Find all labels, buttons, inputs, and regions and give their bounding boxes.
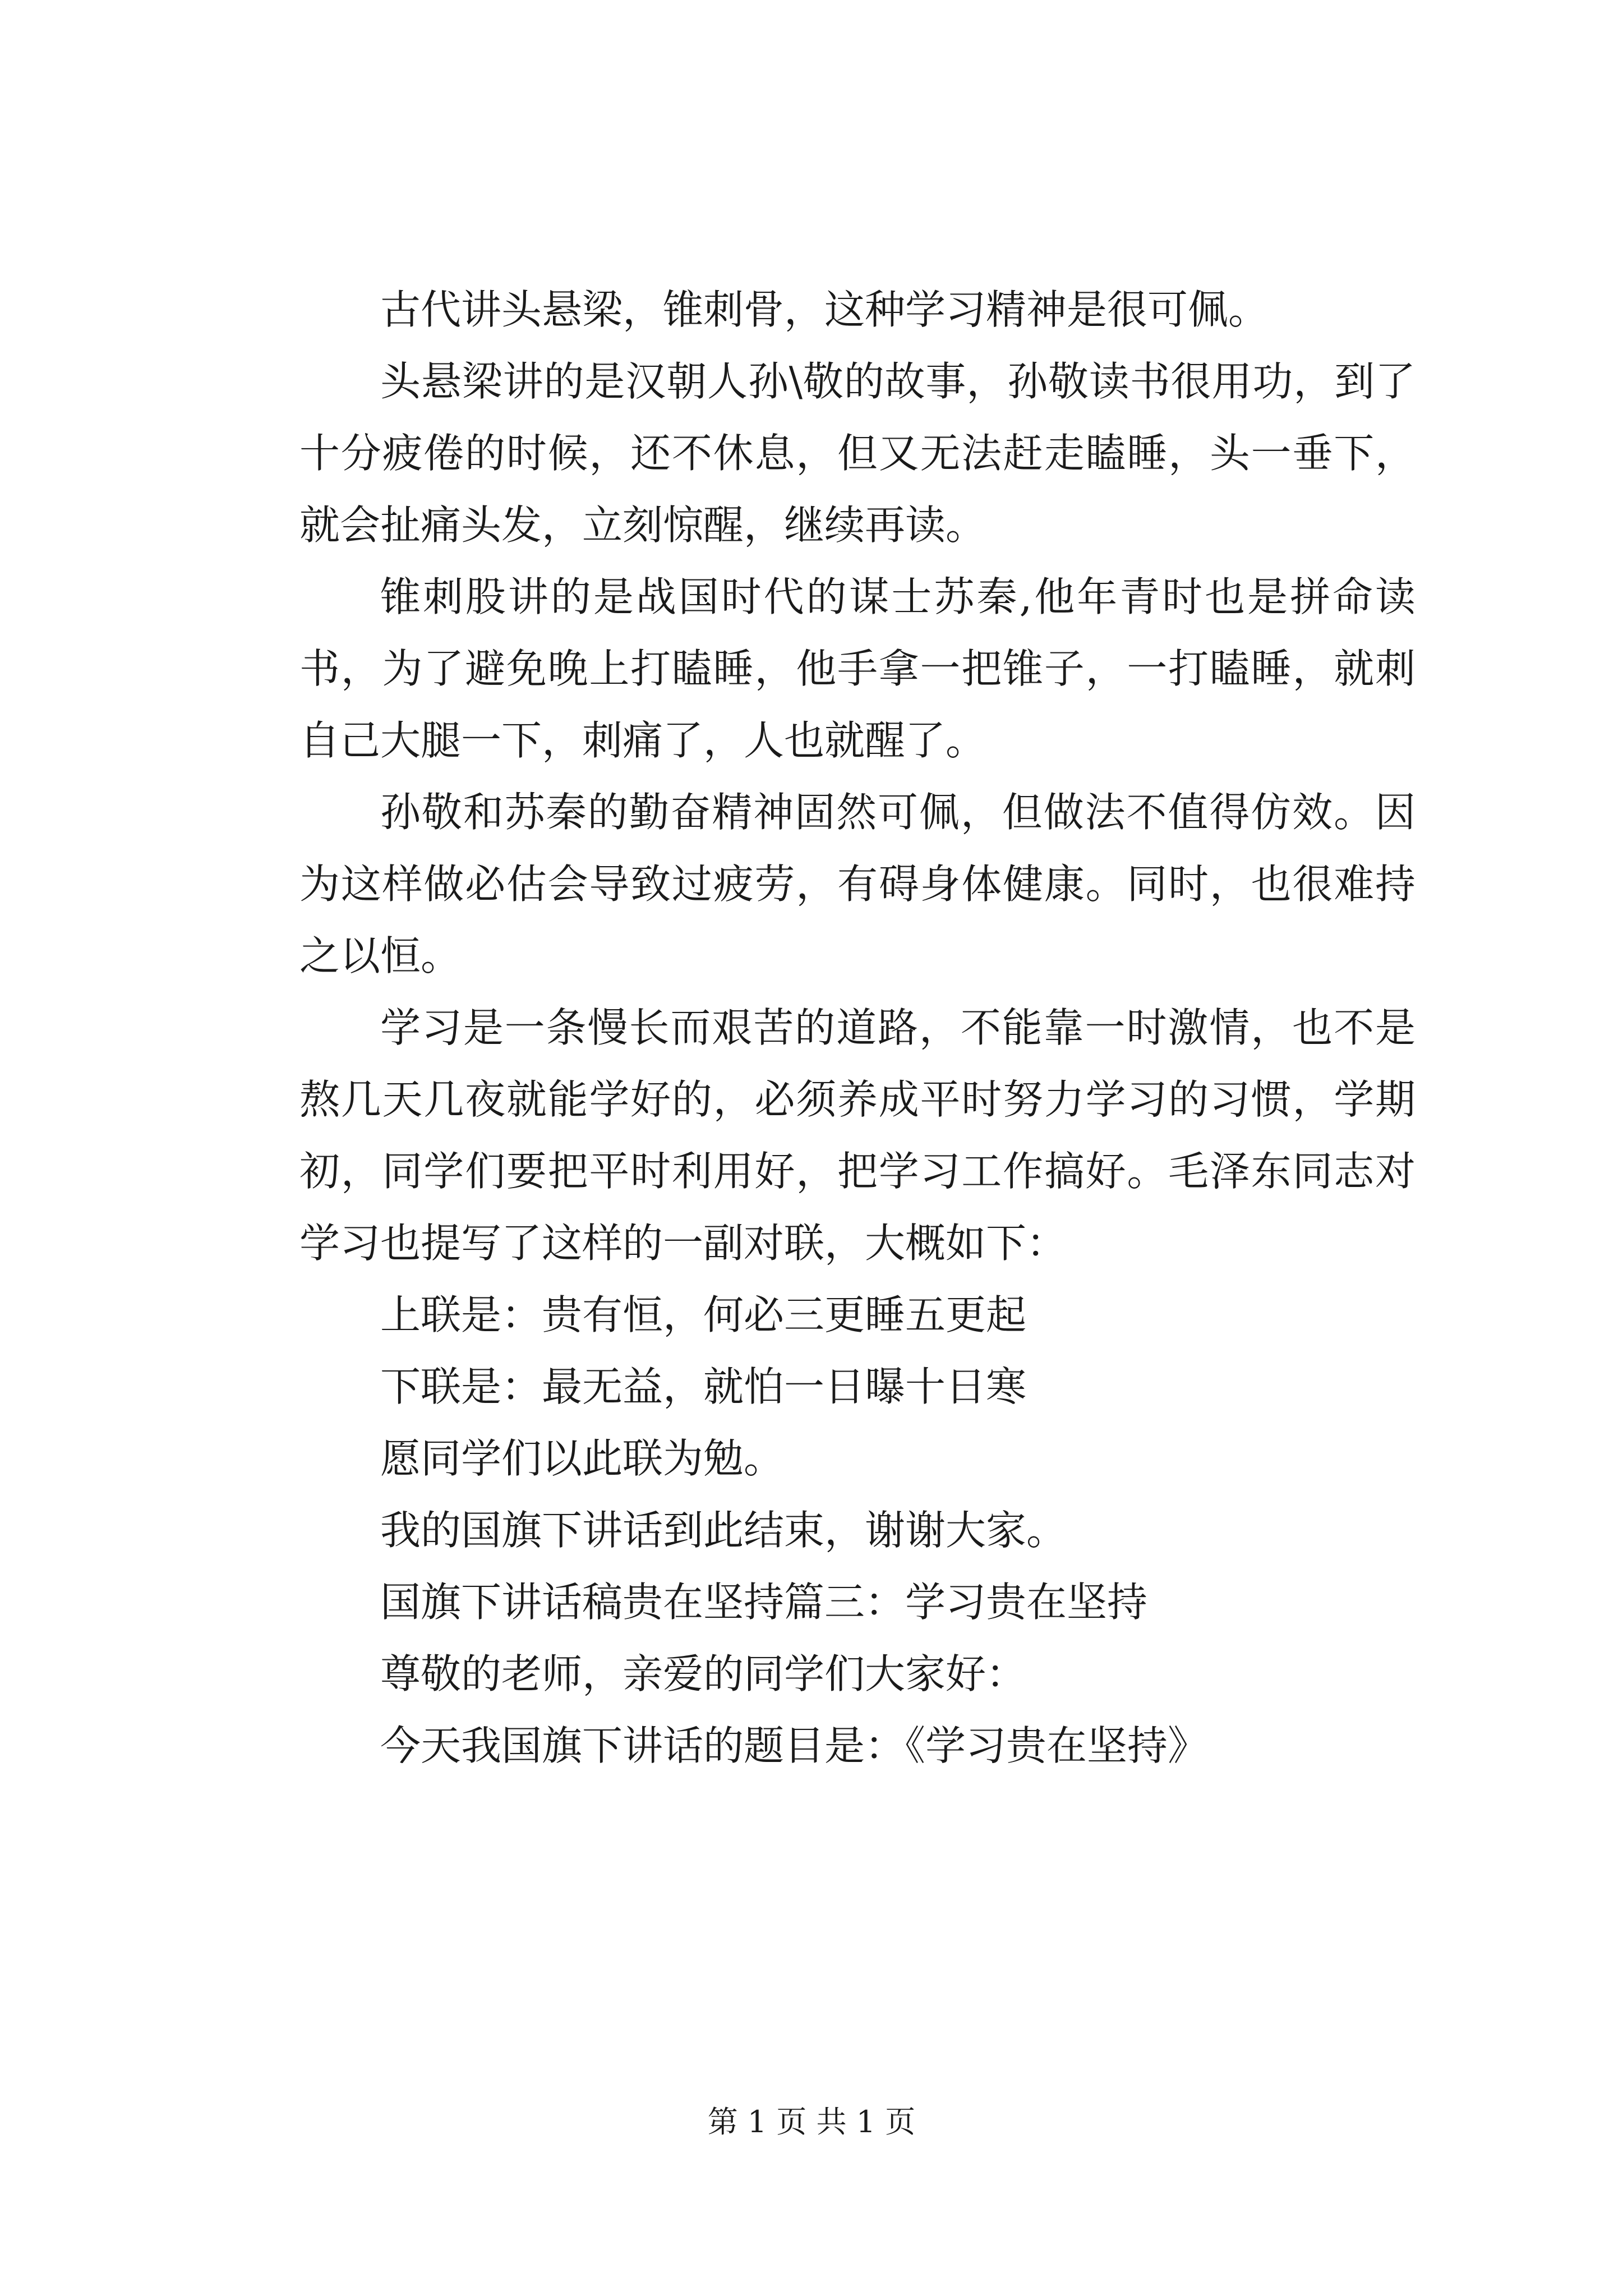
greeting-line: 尊敬的老师，亲爱的同学们大家好： [380,1650,1027,1697]
paragraph-1: 古代讲头悬梁，锥刺骨，这种学习精神是很可佩。 [380,286,1269,333]
couplet-upper-line: 上联是：贵有恒，何必三更睡五更起 [380,1291,1027,1338]
closing-line: 我的国旗下讲话到此结束，谢谢大家。 [380,1507,1067,1554]
couplet-lower-line: 下联是：最无益，就怕一日曝十日寒 [380,1363,1027,1410]
topic-line: 今天我国旗下讲话的题目是：《学习贵在坚持》 [380,1722,1209,1769]
paragraph-5: 学习是一条慢长而艰苦的道路，不能靠一时激情，也不是熬几天几夜就能学好的，必须养成平时努力学习的习惯，学期初，同学们要把平时利用好，把学习工作搞好。毛泽东同志对学习也提写了这样的一副对联，大概如下： [299,1004,1415,1267]
paragraph-2: 头悬梁讲的是汉朝人孙\敬的故事，孙敬读书很用功，到了十分疲倦的时候，还不休息，但又无法赶走瞌睡，头一垂下，就会扯痛头发，立刻惊醒，继续再读。 [299,358,1415,549]
document-body [299,274,1415,1782]
paragraph-3: 锥刺股讲的是战国时代的谋士苏秦,他年青时也是拼命读书，为了避免晚上打瞌睡，他手拿一把锥子，一打瞌睡，就刺自己大腿一下，刺痛了，人也就醒了。 [299,573,1415,764]
paragraph-4: 孙敬和苏秦的勤奋精神固然可佩，但做法不值得仿效。因为这样做必估会导致过疲劳，有碍身体健康。同时，也很难持之以恒。 [299,789,1415,979]
section-title: 国旗下讲话稿贵在坚持篇三：学习贵在坚持 [380,1579,1148,1626]
page-number-footer: 第 1 页 共 1 页 [707,2104,916,2139]
encouragement-line: 愿同学们以此联为勉。 [380,1435,785,1482]
